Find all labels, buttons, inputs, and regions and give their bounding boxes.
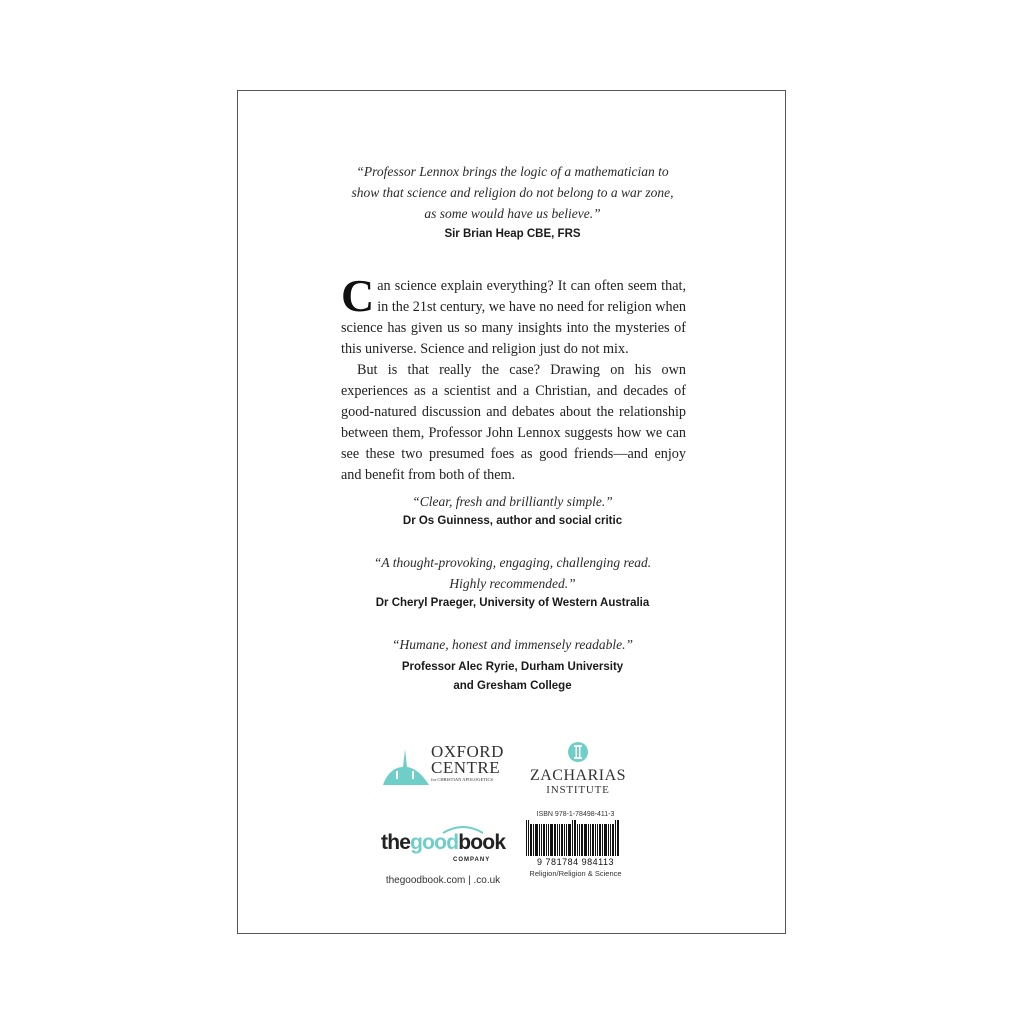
endorsement-1 (238, 491, 787, 527)
goodbook-logo (381, 824, 511, 882)
goodbook-book: book (458, 831, 506, 854)
zacharias-line1: ZACHARIAS (529, 767, 627, 784)
endorsement-attribution: Professor Alec Ryrie, Durham University (401, 661, 624, 673)
barcode (523, 811, 628, 893)
top-endorsement (238, 161, 787, 240)
barcode-stripe (541, 824, 542, 856)
blurb-paragraph-1-text: an science explain everything? It can often seem that, in the 21st century, we have no need for religion when science has given us so many insights into the mysteries of this universe. Science and religion just do not mix. (341, 278, 686, 357)
barcode-stripe (584, 824, 587, 856)
endorsement-2 (238, 552, 787, 609)
barcode-stripe (597, 824, 598, 856)
pillar-icon (568, 741, 588, 763)
barcode-stripe (561, 824, 563, 856)
endorsement-attribution: and Gresham College (453, 680, 572, 692)
barcode-stripe (599, 824, 601, 856)
isbn-label: ISBN 978-1-78498-411-3 (536, 811, 615, 818)
oxford-line3: for CHRISTIAN APOLOGETICS (431, 777, 494, 782)
blurb-paragraph-2: But is that really the case? Drawing on his own experiences as a scientist and a Christian, and decades of good-natured discussion and debates about the relationship between them, Professor John Lennox suggests how we can see these two presumed foes as good friends—and enjoy and benefit from both of them. (341, 362, 686, 483)
barcode-bars (526, 820, 626, 856)
barcode-stripe (528, 820, 529, 856)
oxford-centre-logo (381, 741, 506, 797)
endorsement-quote: “Clear, fresh and brilliantly simple.” (412, 494, 613, 509)
barcode-stripe (535, 824, 538, 856)
barcode-stripe (577, 824, 578, 856)
barcode-stripe (595, 824, 596, 856)
category-label: Religion/Religion & Science (529, 869, 622, 878)
barcode-stripe (566, 824, 567, 856)
barcode-stripe (530, 824, 532, 856)
barcode-stripe (617, 820, 619, 856)
barcode-stripe (568, 824, 571, 856)
barcode-stripe (610, 824, 611, 856)
barcode-stripe (602, 824, 603, 856)
barcode-stripe (588, 824, 589, 856)
barcode-stripe (554, 824, 556, 856)
barcode-stripe (548, 824, 549, 856)
barcode-stripe (539, 824, 540, 856)
barcode-stripe (604, 824, 607, 856)
barcode-stripe (579, 824, 580, 856)
publisher-url: thegoodbook.com | .co.uk (385, 875, 501, 886)
endorsement-attribution: Dr Cheryl Praeger, University of Western Australia (375, 597, 650, 609)
endorsement-quote: “A thought-provoking, engaging, challenging read. (373, 555, 652, 570)
dreaming-spires-icon (381, 747, 431, 787)
drop-cap: C (341, 270, 375, 321)
quote-line: “Professor Lennox brings the logic of a mathematician to (356, 164, 669, 179)
endorsement-attribution: Dr Os Guinness, author and social critic (402, 515, 623, 527)
barcode-stripe (608, 824, 609, 856)
quote-line: show that science and religion do not belong to a war zone, (351, 185, 674, 200)
top-quote (238, 161, 787, 224)
barcode-stripe (546, 824, 547, 856)
barcode-stripe (550, 824, 553, 856)
goodbook-good: good (410, 831, 459, 854)
barcode-digits: 9 781784 984113 (537, 857, 614, 867)
quote-line: as some would have us believe.” (424, 206, 601, 221)
barcode-stripe (572, 820, 573, 856)
barcode-stripe (590, 824, 591, 856)
barcode-stripe (526, 820, 527, 856)
barcode-stripe (612, 824, 614, 856)
barcode-stripe (557, 824, 558, 856)
endorsement-3 (238, 634, 787, 696)
quote-attribution: Sir Brian Heap CBE, FRS (444, 228, 581, 240)
oxford-line2: CENTRE (431, 758, 501, 777)
barcode-stripe (592, 824, 594, 856)
goodbook-the: the (381, 831, 411, 854)
blurb-paragraph-1 (341, 270, 686, 360)
barcode-stripe (574, 820, 576, 856)
book-back-cover (237, 90, 786, 934)
endorsement-quote: “Humane, honest and immensely readable.” (392, 637, 633, 652)
zacharias-line2: INSTITUTE (546, 784, 610, 796)
endorsement-quote: Highly recommended.” (449, 576, 576, 591)
barcode-stripe (615, 820, 616, 856)
barcode-stripe (559, 824, 560, 856)
barcode-stripe (564, 824, 565, 856)
barcode-stripe (581, 824, 583, 856)
oxford-line1: OXFORD (431, 742, 504, 761)
barcode-stripe (543, 824, 545, 856)
barcode-stripe (533, 824, 534, 856)
zacharias-logo (524, 741, 632, 801)
blurb (341, 270, 686, 486)
goodbook-company: COMPANY (453, 857, 491, 863)
